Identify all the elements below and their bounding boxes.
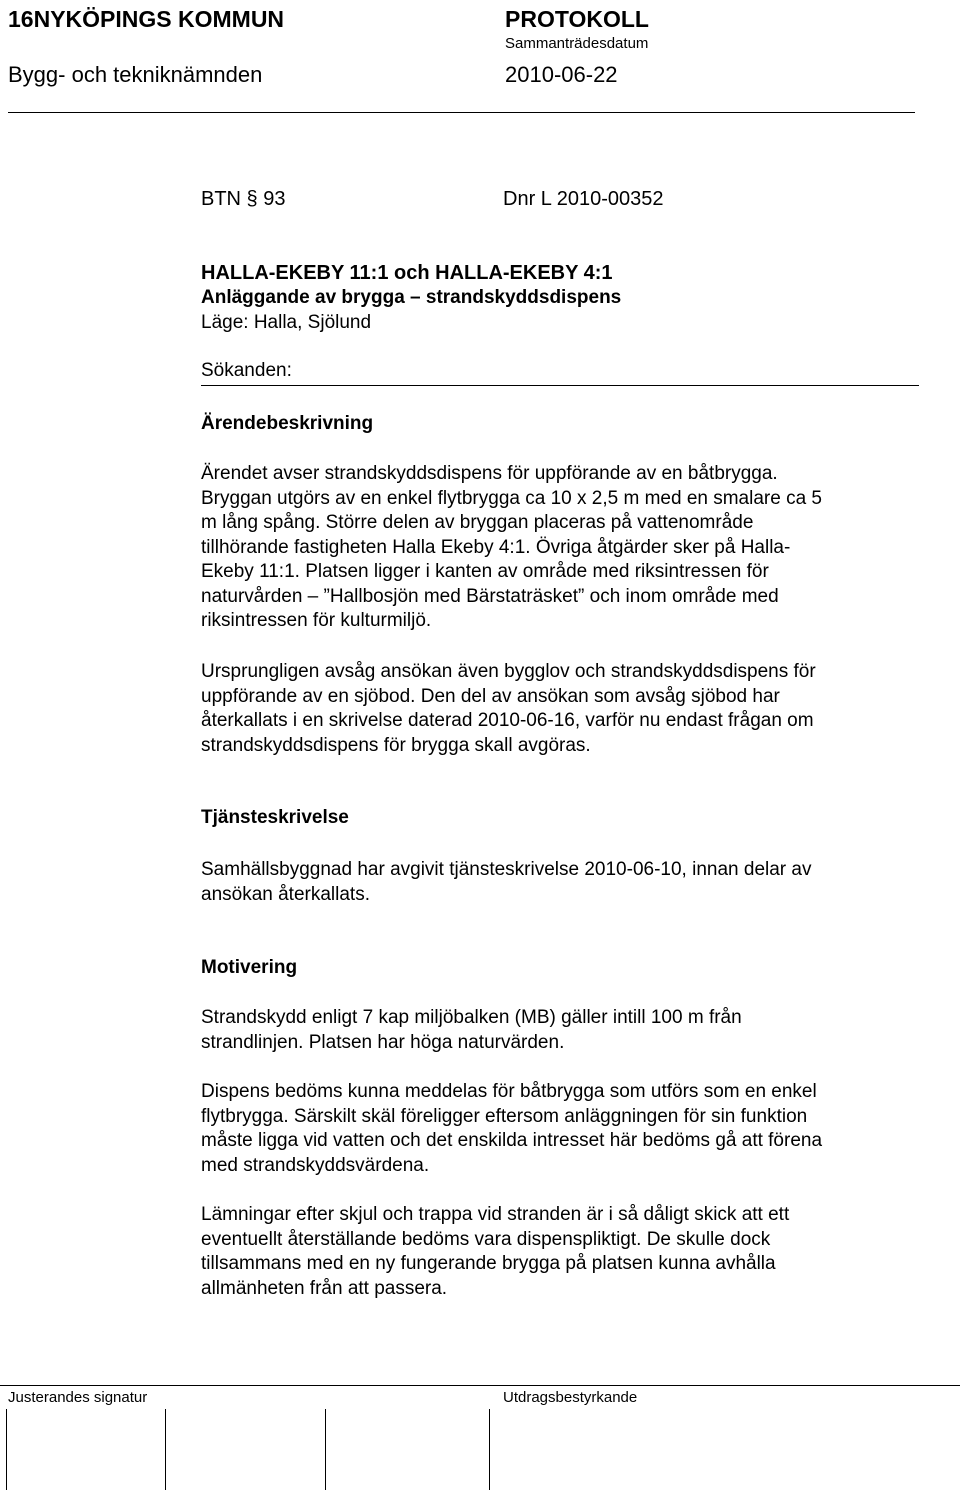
applicant-label: Sökanden: [201, 360, 292, 381]
text-line: riksintressen för kulturmiljö. [201, 610, 432, 631]
text-line: tillsammans med en ny fungerande brygga på platsen kunna avhålla [201, 1253, 776, 1274]
text-line: Ursprungligen avsåg ansökan även bygglov och strandskyddsdispens för [201, 661, 816, 682]
text-line: strandskyddsdispens för brygga skall avgöras. [201, 734, 591, 756]
text-line: Dispens bedöms kunna meddelas för båtbrygga som utförs som en enkel [201, 1081, 817, 1102]
text-line: ansökan återkallats. [201, 883, 370, 905]
header-divider [8, 112, 915, 113]
section-heading-arendebeskrivning: Ärendebeskrivning [201, 413, 374, 434]
committee-name: Bygg- och tekniknämnden [8, 62, 263, 87]
meeting-date: 2010-06-22 [505, 62, 618, 87]
footer-divider [0, 1385, 960, 1386]
applicant-divider [201, 385, 919, 386]
section-heading-motivering: Motivering [201, 957, 298, 978]
motivering-paragraph-1 [201, 1006, 921, 1055]
motivering-paragraph-2 [201, 1080, 921, 1178]
text-line: allmänheten från att passera. [201, 1277, 448, 1299]
text-line: eventuellt återställande bedöms vara dispenspliktigt. De skulle dock [201, 1228, 771, 1250]
case-title: HALLA-EKEBY 11:1 och HALLA-EKEBY 4:1 [201, 262, 613, 284]
text-line: Samhällsbyggnad har avgivit tjänsteskrivelse 2010-06-10, innan delar av [201, 859, 812, 880]
text-line: Lämningar efter skjul och trappa vid stranden är i så dåligt skick att ett [201, 1204, 790, 1225]
text-line: m lång spång. Större delen av bryggan placeras på vattenområde [201, 512, 754, 533]
signature-label: Justerandes signatur [8, 1389, 148, 1406]
extract-label: Utdragsbestyrkande [503, 1389, 638, 1406]
case-dnr: Dnr L 2010-00352 [503, 188, 664, 210]
signature-box-divider [489, 1409, 490, 1490]
tjanste-paragraph-1 [201, 858, 921, 907]
arende-paragraph-1 [201, 462, 921, 634]
text-line: uppförande av en sjöbod. Den del av ansökan som avsåg sjöbod har [201, 685, 780, 707]
text-line: tillhörande fastigheten Halla Ekeby 4:1. Övriga åtgärder sker på Halla- [201, 536, 791, 558]
text-line: Ekeby 11:1. Platsen ligger i kanten av område med riksintressen för [201, 561, 769, 582]
signature-box-divider [325, 1409, 326, 1490]
text-line: Strandskydd enligt 7 kap miljöbalken (MB) gäller intill 100 m från [201, 1007, 742, 1028]
document-type: PROTOKOLL [505, 6, 649, 32]
motivering-paragraph-3 [201, 1203, 921, 1301]
text-line: måste ligga vid vatten och det enskilda intresset här bedöms gå att förena [201, 1130, 823, 1151]
text-line: flytbrygga. Särskilt skäl föreligger eftersom anläggningen för sin funktion [201, 1105, 808, 1127]
signature-box-divider [6, 1409, 7, 1490]
text-line: naturvården – ”Hallbosjön med Bärstaträsket” och inom område med [201, 585, 779, 607]
section-heading-tjansteskrivelse: Tjänsteskrivelse [201, 807, 349, 828]
case-location: Läge: Halla, Sjölund [201, 312, 372, 333]
case-subtitle: Anläggande av brygga – strandskyddsdispens [201, 287, 622, 308]
date-label: Sammanträdesdatum [505, 35, 649, 52]
arende-paragraph-2 [201, 660, 921, 758]
signature-box-divider [165, 1409, 166, 1490]
text-line: Ärendet avser strandskyddsdispens för uppförande av en båtbrygga. [201, 463, 778, 484]
text-line: strandlinjen. Platsen har höga naturvärden. [201, 1031, 565, 1053]
text-line: återkallats i en skrivelse daterad 2010-06-16, varför nu endast frågan om [201, 710, 814, 731]
text-line: Bryggan utgörs av en enkel flytbrygga ca 10 x 2,5 m med en smalare ca 5 [201, 487, 822, 509]
text-line: med strandskyddsvärdena. [201, 1154, 430, 1176]
case-number: BTN § 93 [201, 188, 286, 210]
organization-name: 16NYKÖPINGS KOMMUN [8, 6, 285, 32]
